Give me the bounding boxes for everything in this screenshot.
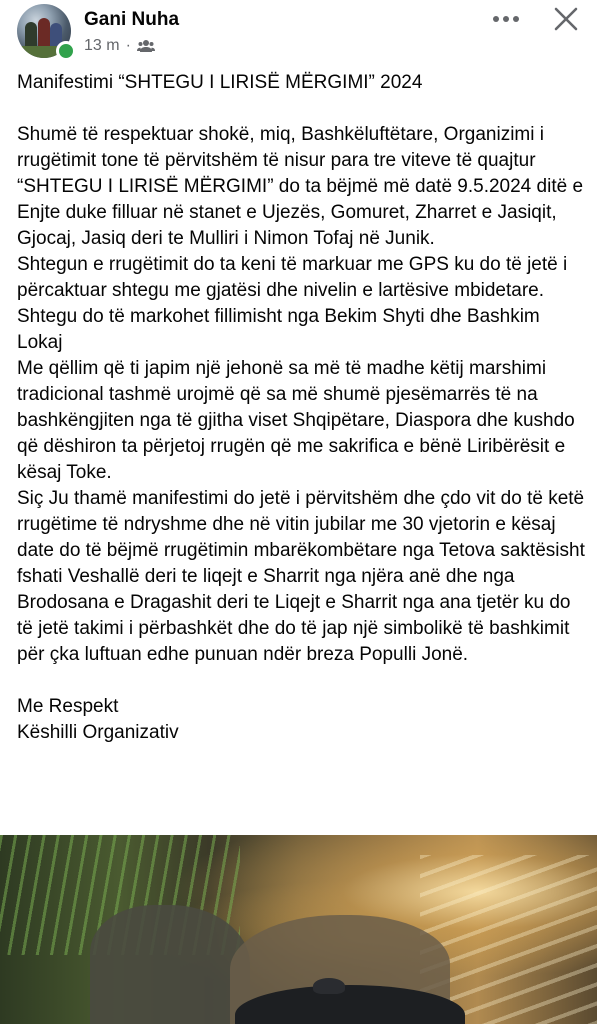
online-status-dot [56,41,76,61]
more-horizontal-icon[interactable] [492,14,520,24]
paragraph-gap [17,96,587,122]
meta-separator: · [125,37,131,54]
friends-icon[interactable] [137,39,155,53]
post-time[interactable]: 13 m [84,37,120,54]
close-icon[interactable] [553,6,579,32]
post-paragraph: Shtegun e rrugëtimit do ta keni të markuar me GPS ku do të jetë i përcaktuar shtegu me gjatësi dhe nivelin e lartësive mbidetare. [17,254,568,301]
post-header [0,0,597,64]
post-paragraph: Siç Ju thamë manifestimi do jetë i përvitshëm dhe çdo vit do të ketë rrugëtime të ndryshme dhe në vitin jubilar me 30 vjetorin e kësaj date do të bëjmë rrugëtimin mbarëkombëtare nga Tetova saktësisht fshati Veshallë deri te liqejt e Sharrit nga njëra anë dhe nga Brodosana e Dragashit deri te Liqejt e Sharrit nga ana tjetër ku do të jetë takimi i përbashkët dhe do të jap një simbolikë të bashkimit për çka luftuan edhe punuan ndër breza Populli Jonë. [17,488,585,665]
post-photo[interactable] [0,835,597,1024]
paragraph-gap [17,668,587,694]
post-paragraph: Shtegu do të markohet fillimisht nga Bekim Shyti dhe Bashkim Lokaj [17,306,540,353]
post-paragraph: Shumë të respektuar shokë, miq, Bashkëluftëtare, Organizimi i rrugëtimit tone të përvitshëm të nisur para tre viteve të quajtur “SHTEGU I LIRISË MËRGIMI” do ta bëjmë më datë 9.5.2024 ditë e Enjte duke filluar në stanet e Ujezës, Gomuret, Zharret e Jasiqit, Gjocaj, Jasiq deri te Mulliri i Nimon Tofaj në Junik. [17,124,584,249]
author-name[interactable]: Gani Nuha [84,9,180,30]
post-paragraph: Me qëllim që ti japim një jehonë sa më të madhe këtij marshimi tradicional tashmë urojmë që sa më shumë pjesëmarrës të na bashkëngjiten nga të gjitha viset Shqipëtare, Diaspora dhe kushdo që dëshiron ta përjetoj rrugën që me sakrifica e bënë Liribërësit e kësaj Toke. [17,358,575,483]
post-signoff: Me Respekt [17,696,119,717]
post-meta [84,37,155,55]
post-signature: Këshilli Organizativ [17,722,179,743]
post-title: Manifestimi “SHTEGU I LIRISË MËRGIMI” 2024 [17,72,423,93]
post-body [17,70,587,746]
